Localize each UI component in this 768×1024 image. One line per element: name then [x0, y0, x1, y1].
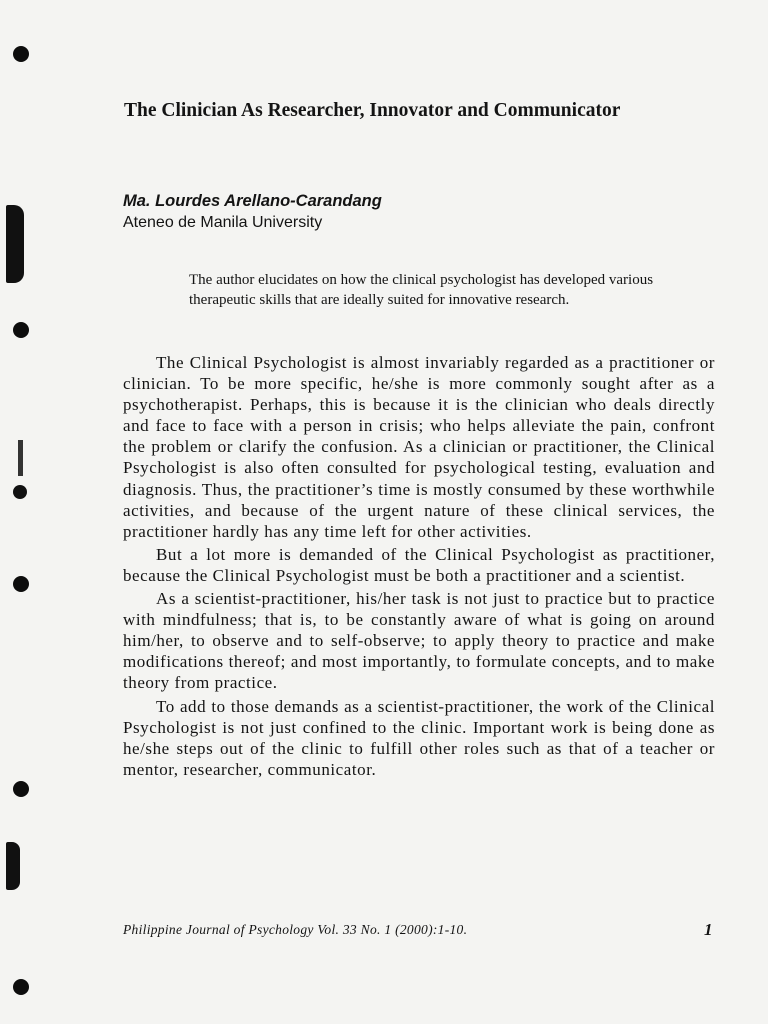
scan-artifact-bottom	[6, 842, 20, 890]
abstract: The author elucidates on how the clinical psychologist has developed various therapeutic skills that are ideally suited for innovative research.	[189, 272, 654, 308]
author-affiliation: Ateneo de Manila University	[123, 214, 323, 231]
scan-artifact-top	[6, 205, 24, 283]
journal-citation: Philippine Journal of Psychology Vol. 33 No. 1 (2000):1-10.	[123, 922, 468, 937]
author-name: Ma. Lourdes Arellano-Carandang	[123, 192, 382, 210]
binder-hole-3	[13, 576, 29, 592]
body-paragraph-1: The Clinical Psychologist is almost invariably regarded as a practitioner or clinician. To be more specific, he/she is more commonly sought after as a psychotherapist. Perhaps, this is because it is the clinician who deals directly and face to face with a person in crisis; who helps alleviate the pain, confront the problem or clarify the confusion. As a clinician or practitioner, the Clinical Psychologist is also often consulted for psychological testing, evaluation and diagnosis. Thus, the practitioner’s time is mostly consumed by these worthwhile activities, and because of the urgent nature of these clinical services, the practitioner hardly has any time left for other activities.	[123, 353, 715, 541]
binder-hole-2	[13, 322, 29, 338]
page-number: 1	[704, 920, 713, 939]
body-paragraph-3: As a scientist-practitioner, his/her task is not just to practice but to practice with mindfulness; that is, to be constantly aware of what is going on around him/her, to observe and to self-observe; to apply theory to practice and make modifications thereof; and most importantly, to formulate concepts, and to make theory from practice.	[123, 589, 715, 693]
binder-hole-5	[13, 979, 29, 995]
binder-hole-1	[13, 46, 29, 62]
body-paragraph-2: But a lot more is demanded of the Clinical Psychologist as practitioner, because the Clinical Psychologist must be both a practitioner and a scientist.	[123, 544, 715, 585]
scan-artifact-middle-dot	[13, 485, 27, 499]
body-paragraph-4: To add to those demands as a scientist-practitioner, the work of the Clinical Psychologist is not just confined to the clinic. Important work is being done as he/she steps out of the clinic to fulfill other roles such as that of a teacher or mentor, researcher, communicator.	[123, 696, 715, 779]
binder-hole-4	[13, 781, 29, 797]
scan-artifact-middle	[18, 440, 23, 476]
article-title: The Clinician As Researcher, Innovator and Communicator	[124, 100, 621, 121]
article-body	[123, 352, 715, 780]
